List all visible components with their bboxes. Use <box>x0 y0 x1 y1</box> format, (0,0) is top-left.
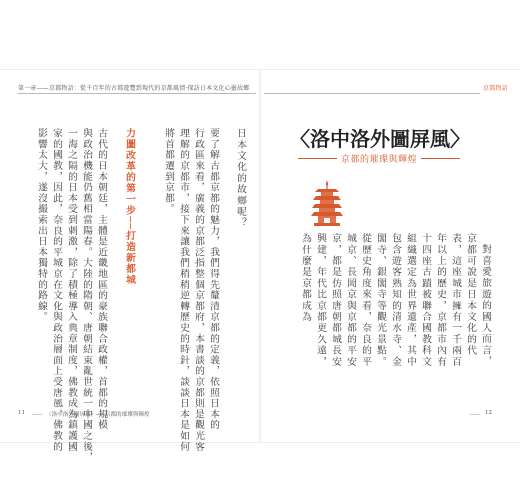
left-footer-rule <box>32 414 42 415</box>
right-page-title: 〈洛中洛外圖屏風〉 <box>290 127 470 151</box>
right-body-line-11: 興建，年代比京都更久遠， <box>315 233 326 368</box>
left-body-line-0: 古代的日本朝廷，主體是近畿地區的豪族聯合政權，首都的規模 <box>96 128 107 431</box>
right-page-number: 12 <box>485 410 493 416</box>
right-body-line-5: 組織選定為世界遺產，其中 <box>405 233 416 368</box>
left-header-rule <box>18 93 256 94</box>
right-body-line-1: 京都可說是日本文化的代 <box>465 233 476 357</box>
right-header-rule <box>264 93 480 94</box>
section-heading: 力圖改革的第一步──打造新都城 <box>124 128 135 286</box>
subtitle-block <box>298 152 460 165</box>
right-body-line-0: 對喜愛旅遊的國人而言， <box>480 244 491 368</box>
left-page-number: 11 <box>18 410 26 416</box>
left-footer: 〈洛中洛外圖屏風〉── 京都的璀璨與輝煌 <box>46 412 150 418</box>
right-body-line-2: 表，這座城市擁有一千兩百 <box>450 233 461 368</box>
left-paragraph-1-line-1: 行政區來看，廣義的京都泛指整個京都府，本書談的京都則是觀光客 <box>193 128 204 452</box>
subtitle-rule-left <box>298 158 337 159</box>
left-paragraph-1-line-3: 將首都遷到京都。 <box>163 128 174 215</box>
right-body-line-6: 包含遊客熟知的清水寺、金 <box>390 233 401 368</box>
left-paragraph-1-line-2: 理解的京都市，接下來讓我們稍稍逆轉歷史的時針，談談日本是如何 <box>178 128 189 452</box>
left-body-line-1: 與政治機能仍舊相當陽春。大陸的隋朝、唐朝結束亂世統一中國之後， <box>81 128 92 463</box>
subtitle-rule-right <box>421 158 460 159</box>
right-body-line-8: 從歷史角度來看，奈良的平 <box>360 233 371 368</box>
right-body-line-4: 十四座古蹟被聯合國教科文 <box>420 233 431 368</box>
right-footer-rule <box>470 414 480 415</box>
book-spine <box>259 70 261 442</box>
right-body-line-10: 京，都是仿照唐朝都城長安 <box>330 233 341 368</box>
left-body-line-2: 一海之隔的日本受到刺激，除了積極導入典章制度，佛教成為鎮護國 <box>66 128 77 452</box>
left-running-header: 第一章——京都物語：從千百年的古都遊覽到現代的京都風情·探訪日本文化心靈故鄉 <box>18 85 250 92</box>
right-body-line-7: 閣寺、銀閣寺等觀光景點。 <box>375 233 386 368</box>
right-body-line-3: 年以上的歷史，京都市內有 <box>435 233 446 368</box>
right-page-subtitle: 京都的璀璨與輝煌 <box>341 155 418 165</box>
right-running-header: 京都物語 <box>483 85 508 92</box>
left-paragraph-0-line-0: 日本文化的故鄉呢？ <box>235 128 246 229</box>
left-body-line-3: 家的國教，因此，奈良的平城京在文化與政治層面上受唐風、佛教的 <box>51 128 62 452</box>
left-body-line-4: 影響太大，遂沒撮索出日本獨特的路線。 <box>36 128 47 323</box>
right-body-line-12: 為什麼是京都成為 <box>300 233 311 323</box>
left-paragraph-1-line-0: 要了解古都京都的魅力，我們得先釐清京都的定義，依照日本的 <box>208 128 219 431</box>
pagoda-icon <box>310 181 344 229</box>
right-body-line-9: 城京、長岡京與京都的平安 <box>345 233 356 368</box>
